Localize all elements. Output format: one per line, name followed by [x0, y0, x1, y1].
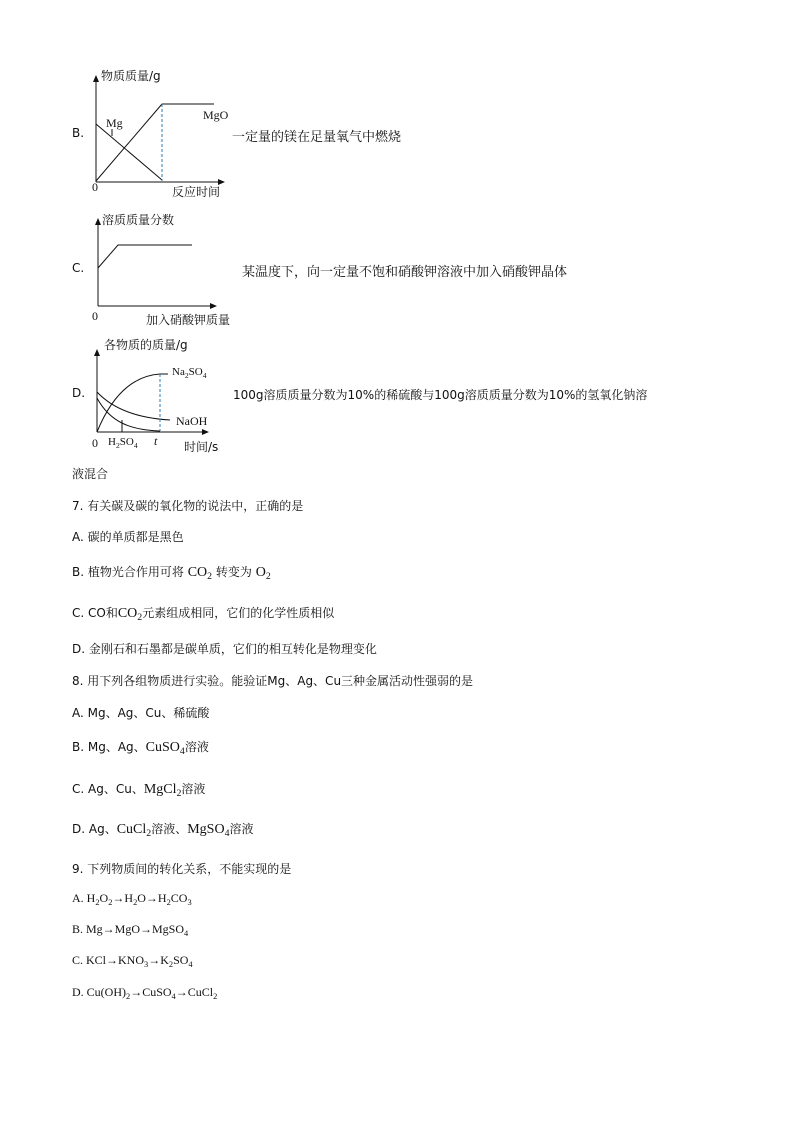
chart-b-ylabel: 物质质量/g: [101, 69, 161, 83]
option-d-description-cont: 液混合: [72, 467, 109, 481]
q7-option-c: C. CO和$CO_2$元素组成相同，它们的化学性质相似: [72, 606, 335, 623]
q9-option-a: A. $H_2O_2\to H_2O\to H_2CO_3$: [72, 891, 192, 907]
chart-c-origin: 0: [92, 309, 98, 323]
q7-option-a: A. 碳的单质都是黑色: [72, 530, 184, 544]
chart-d-label-na2so4: $Na_2SO_4$: [172, 366, 207, 380]
chart-b-xlabel: 反应时间: [172, 185, 221, 199]
chart-b-mg-line: [96, 124, 162, 180]
chart-d-label-naoh: NaOH: [176, 414, 208, 428]
chart-c-x-arrow: [210, 303, 217, 309]
chart-c-ylabel: 溶质质量分数: [102, 213, 175, 227]
chart-c-xlabel: 加入硝酸钾质量: [146, 313, 231, 327]
option-b-letter: B.: [72, 126, 85, 140]
chart-d-label-h2so4: $H_2SO_4$: [108, 436, 138, 450]
q8-option-d: D. Ag、CuCl$_2$溶液、MgSO$_4$溶液: [72, 822, 254, 839]
option-c-letter: C.: [72, 261, 85, 275]
chart-d-naoh-curve: [97, 392, 170, 420]
q8-option-a: A. Mg、Ag、Cu、稀硫酸: [72, 706, 210, 720]
chart-d-xlabel: 时间/s: [184, 440, 219, 454]
q7-option-d: D. 金刚石和石墨都是碳单质，它们的相互转化是物理变化: [72, 642, 377, 656]
option-d-letter: D.: [72, 386, 86, 400]
chart-c-y-arrow: [95, 218, 101, 225]
q9-option-d: D. $Cu(OH)_2\to CuSO_4\to CuCl_2$: [72, 985, 218, 1001]
q9-option-c: C. $KCl\to KNO_3\to K_2SO_4$: [72, 953, 193, 969]
chart-b-y-arrow: [93, 75, 99, 82]
q8-option-b: B. Mg、Ag、CuSO$_4$溶液: [72, 740, 209, 757]
chart-d-h2so4-curve: [97, 398, 160, 431]
option-c-description: 某温度下，向一定量不饱和硝酸钾溶液中加入硝酸钾晶体: [242, 265, 568, 280]
chart-b-label-mgo: MgO: [203, 108, 229, 122]
q8-stem: 8. 用下列各组物质进行实验。能验证Mg、Ag、Cu三种金属活动性强弱的是: [72, 674, 474, 688]
q7-option-b: B. 植物光合作用可将 $CO_2$ 转变为 $O_2$: [72, 565, 271, 582]
chart-c-curve: [98, 245, 192, 268]
chart-b-label-mg: Mg: [106, 116, 123, 130]
q8-option-c: C. Ag、Cu、MgCl$_2$溶液: [72, 782, 206, 799]
chart-d-ylabel: 各物质的质量/g: [104, 338, 188, 352]
q9-option-b: B. Mg→MgO→MgSO$_4$: [72, 922, 189, 938]
chart-d-na2so4-curve: [97, 374, 168, 432]
option-b-description: 一定量的镁在足量氧气中燃烧: [232, 130, 402, 145]
chart-b-origin: 0: [92, 180, 98, 194]
chart-d-label-t: t: [154, 434, 158, 448]
q9-stem: 9. 下列物质间的转化关系，不能实现的是: [72, 862, 292, 876]
chart-d-y-arrow: [94, 349, 100, 356]
q7-stem: 7. 有关碳及碳的氧化物的说法中，正确的是: [72, 499, 304, 513]
option-d-description: 100g溶质质量分数为10%的稀硫酸与100g溶质质量分数为10%的氢氧化钠溶: [233, 388, 648, 402]
chart-d-x-arrow: [202, 429, 209, 435]
chart-d-origin: 0: [92, 436, 98, 450]
